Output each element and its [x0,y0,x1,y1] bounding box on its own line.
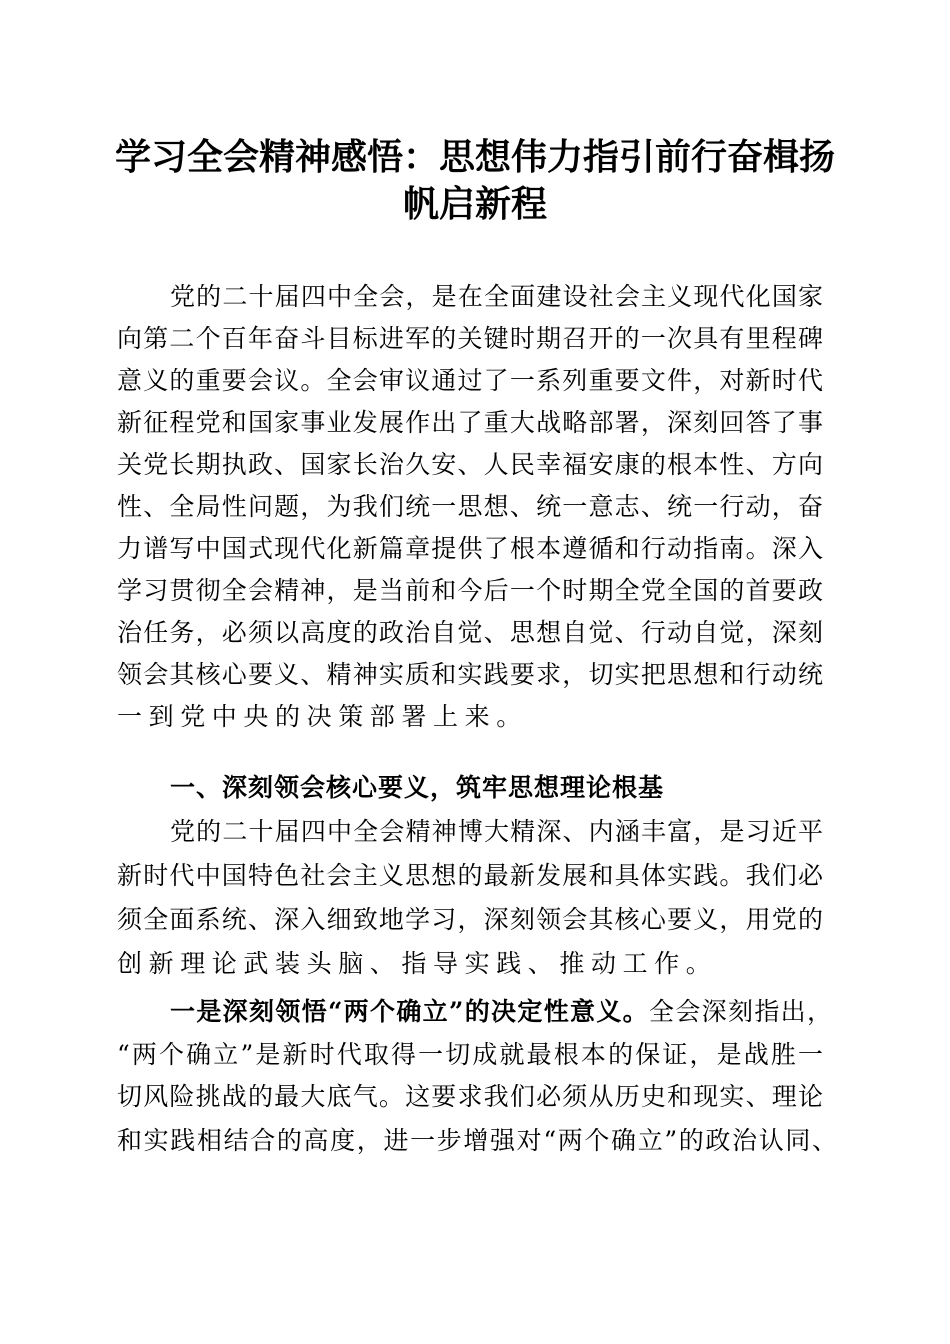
point-lead-rest: 全会深刻指出， [649,997,832,1026]
text-line: 意义的重要会议。全会审议通过了一系列重要文件，对新时代 [117,366,823,395]
text-line: 一到党中央的决策部署上来。 [117,702,528,731]
text-line: 性、全局性问题，为我们统一思想、统一意志、统一行动，奋 [117,492,823,521]
text-line: “两个确立”是新时代取得一切成就最根本的保证，是战胜一 [117,1040,823,1069]
text-line: 向第二个百年奋斗目标进军的关键时期召开的一次具有里程碑 [117,324,823,353]
text-line: 党的二十届四中全会精神博大精深、内涵丰富，是习近平 [170,817,823,846]
document-title-line-1: 学习全会精神感悟：思想伟力指引前行奋楫扬 [114,137,835,178]
section-heading-1: 一、深刻领会核心要义，筑牢思想理论根基 [170,773,665,802]
text-line: 创新理论武装头脑、指导实践、推动工作。 [117,949,718,978]
text-line: 关党长期执政、国家长治久安、人民幸福安康的根本性、方向 [117,450,823,479]
text-line [170,995,832,1029]
point-lead-bold: 一是深刻领悟“两个确立”的决定性意义。 [170,997,650,1026]
text-line: 切风险挑战的最大底气。这要求我们必须从历史和现实、理论 [117,1082,823,1111]
text-line: 须全面系统、深入细致地学习，深刻领会其核心要义，用党的 [117,905,823,934]
text-line: 党的二十届四中全会，是在全面建设社会主义现代化国家 [170,282,823,311]
text-line: 领会其核心要义、精神实质和实践要求，切实把思想和行动统 [117,660,823,689]
text-line: 治任务，必须以高度的政治自觉、思想自觉、行动自觉，深刻 [117,618,823,647]
document-title-line-2: 帆启新程 [402,184,547,225]
text-line: 和实践相结合的高度，进一步增强对“两个确立”的政治认同、 [117,1126,837,1155]
text-line: 力谱写中国式现代化新篇章提供了根本遵循和行动指南。深入 [117,534,823,563]
text-line: 新征程党和国家事业发展作出了重大战略部署，深刻回答了事 [117,408,823,437]
text-line: 新时代中国特色社会主义思想的最新发展和具体实践。我们必 [117,861,823,890]
text-line: 学习贯彻全会精神，是当前和今后一个时期全党全国的首要政 [117,576,823,605]
